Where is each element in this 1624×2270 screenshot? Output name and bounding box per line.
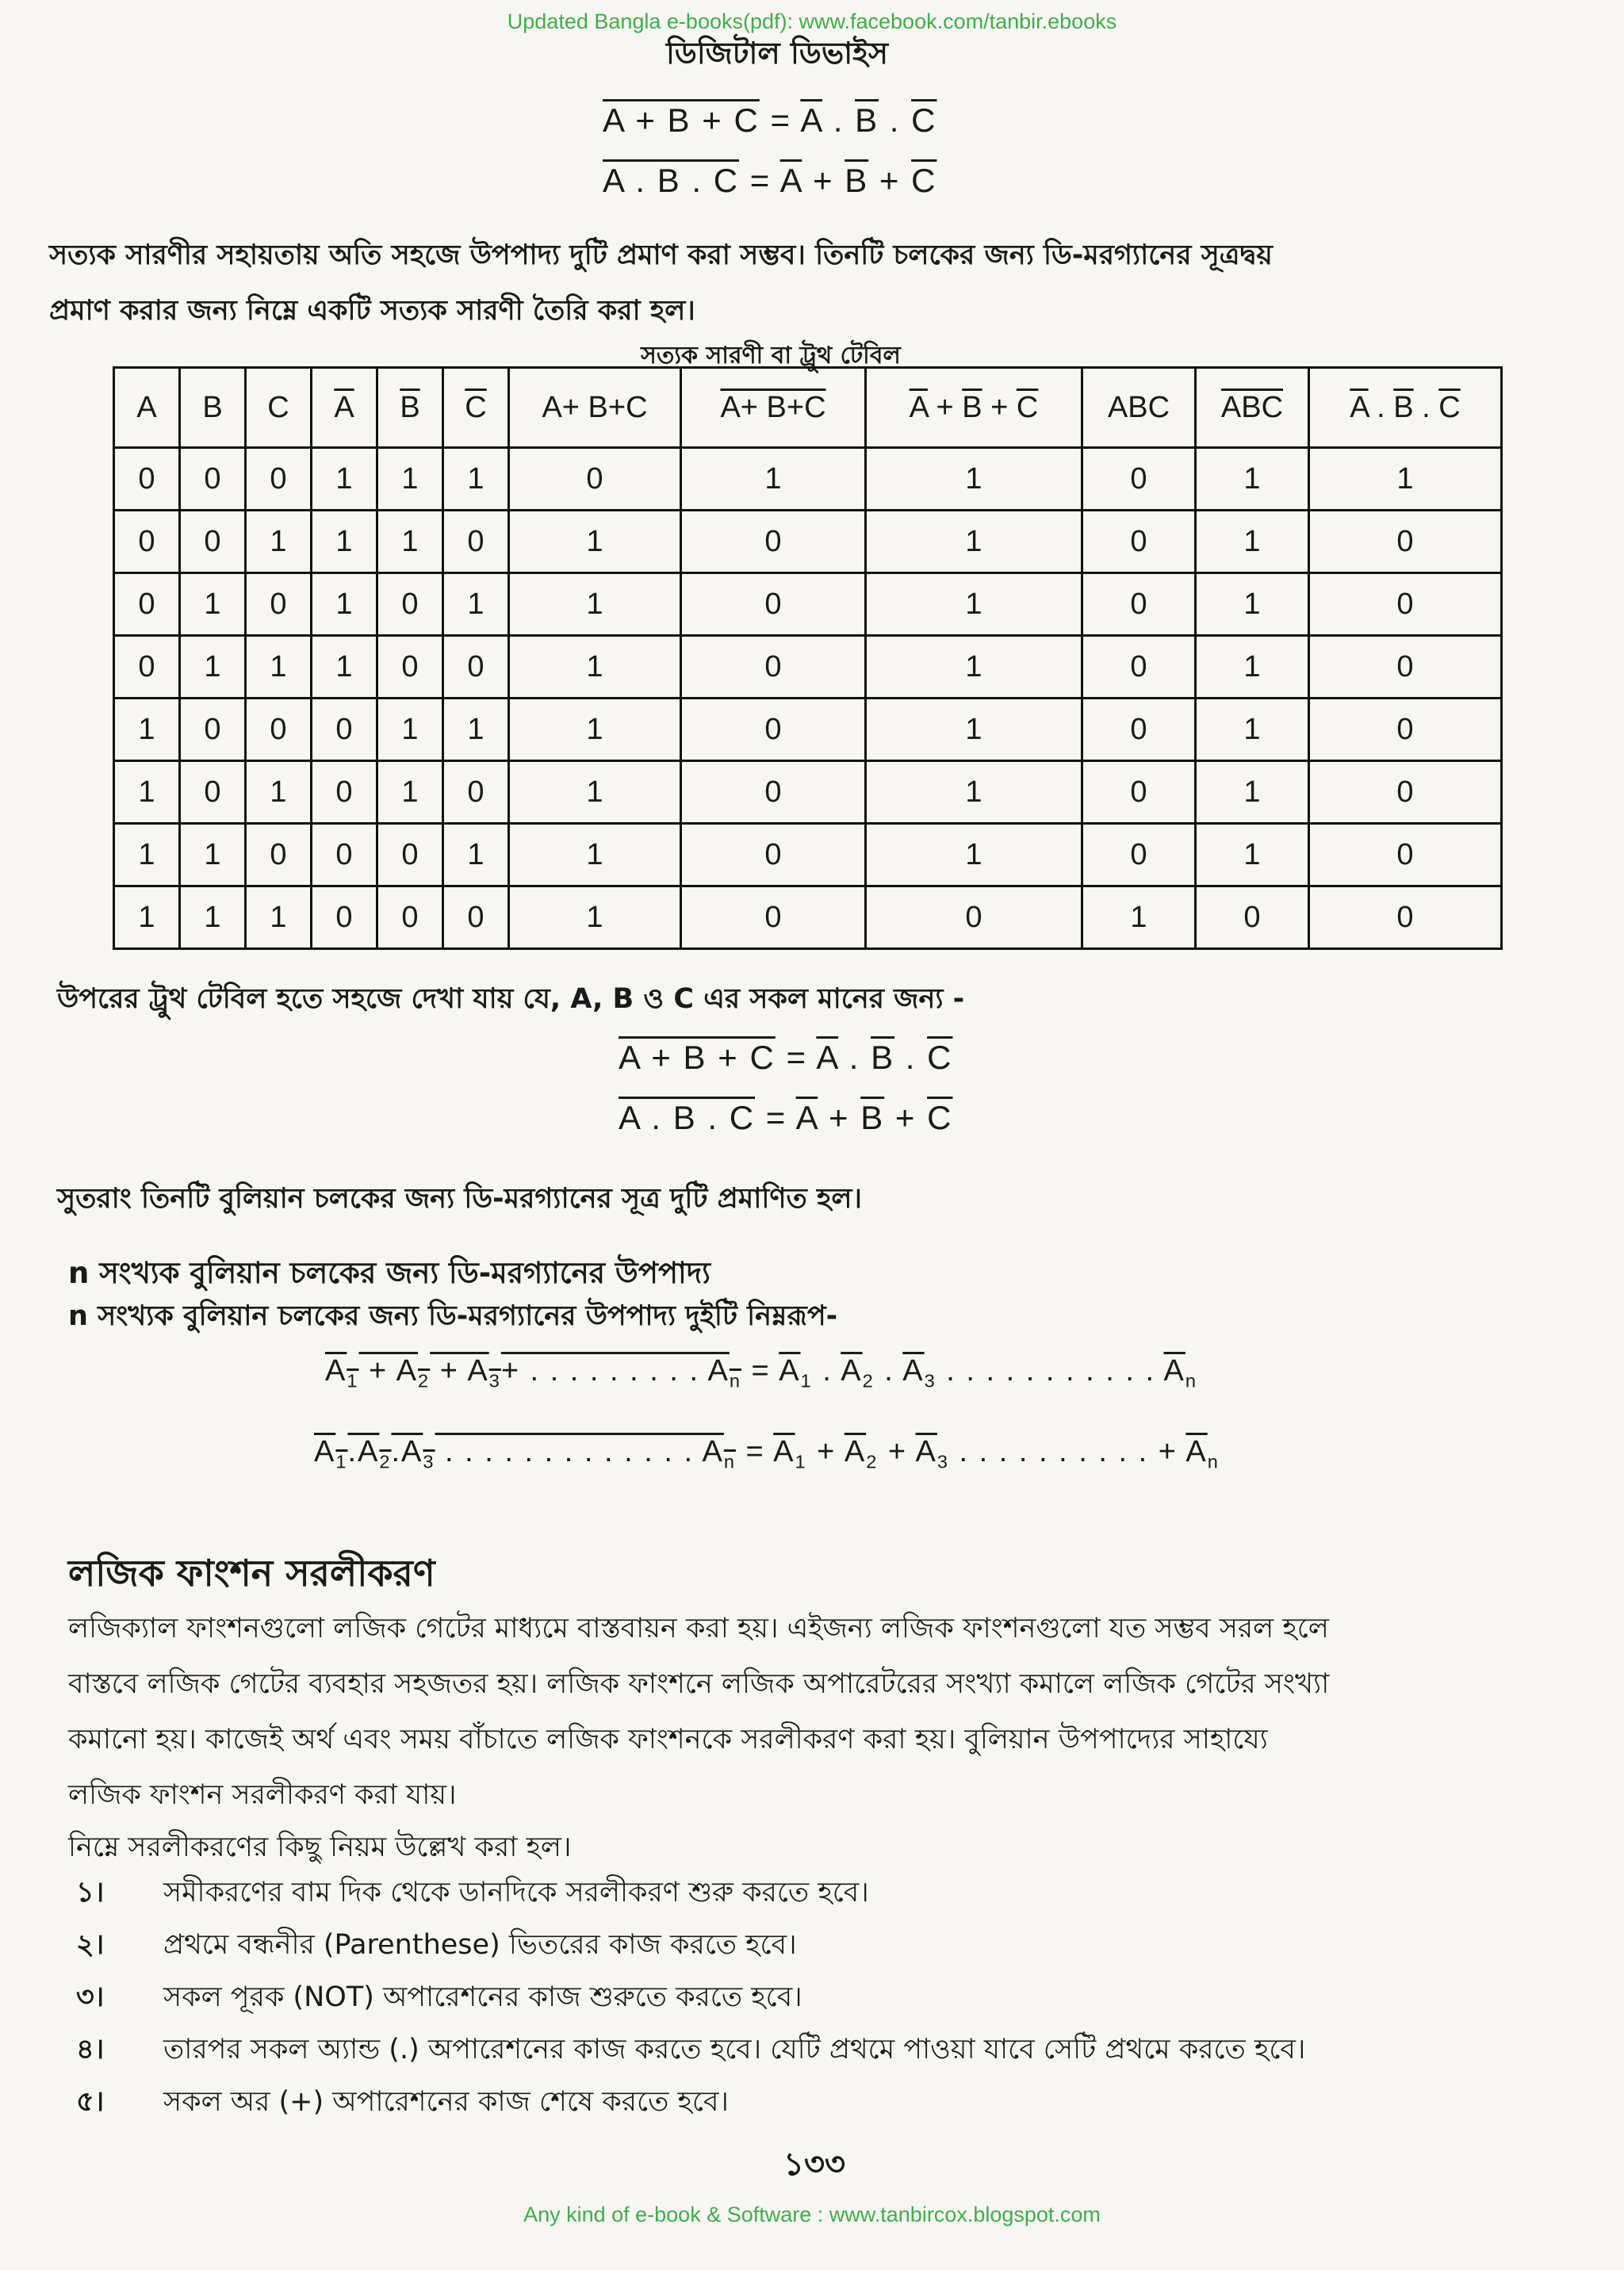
table-cell: 1 [509, 699, 681, 761]
table-cell: 0 [180, 448, 246, 511]
table-cell: 1 [246, 886, 312, 949]
table-cell: 0 [1309, 511, 1502, 573]
rule-item [76, 2030, 1305, 2069]
bottom-watermark: Any kind of e-book & Software : www.tanbircox.blogspot.com [523, 2203, 1101, 2226]
table-cell: 0 [443, 761, 509, 824]
table-cell: 0 [1082, 761, 1196, 824]
rule-text: সকল পূরক (NOT) অপারেশনের কাজ শুরুতে করতে হবে। [163, 1981, 802, 2013]
table-cell: 0 [1309, 699, 1502, 761]
table-cell: 1 [377, 511, 443, 573]
table-cell: 0 [180, 761, 246, 824]
table-cell: 0 [1309, 573, 1502, 636]
table-cell: 1 [681, 448, 866, 511]
rule-text: সকল অর (+) অপারেশনের কাজ শেষে করতে হবে। [163, 2086, 729, 2118]
table-header-cell: $\overline{ABC}$ [1196, 368, 1309, 448]
table-cell: 0 [246, 824, 312, 886]
table-cell: 1 [866, 448, 1082, 511]
formula-rhs: $\overline{A} + \overline{B} + \overline{C}$ [779, 162, 937, 199]
n-demorgan-formula-1: $A_1 + A_2 + A_3+$ . . . . . . . . . $A_n = \overline{A}_1$ . $\overline{A}_2$ . $\overline{A}_3$ . . . . . . . . . . . $\overline{A}_n$ [325, 1354, 1197, 1391]
table-cell: 0 [866, 886, 1082, 949]
table-cell: 1 [509, 511, 681, 573]
simplification-para-line-3: কমানো হয়। কাজেই অর্থ এবং সময় বাঁচাতে লজিক ফাংশনকে সরলীকরণ করা হয়। বুলিয়ান উপপাদ্যের সাহায্যে [68, 1724, 1268, 1755]
rule-item [76, 2082, 729, 2122]
table-cell: 1 [312, 448, 377, 511]
table-cell: 0 [377, 573, 443, 636]
table-cell: 1 [114, 761, 180, 824]
table-cell: 1 [246, 761, 312, 824]
table-cell: 1 [443, 448, 509, 511]
table-cell: 0 [443, 886, 509, 949]
table-cell: 1 [866, 699, 1082, 761]
formula-rhs: $\overline{A}$ . $\overline{B}$ . $\overline{C}$ [816, 1039, 953, 1076]
table-cell: 1 [1196, 573, 1309, 636]
table-cell: 1 [312, 511, 377, 573]
table-cell: 1 [866, 573, 1082, 636]
table-cell: 0 [443, 636, 509, 699]
table-cell: 0 [246, 573, 312, 636]
n-demorgan-formula-2: $A_1.A_2.A_3$ . . . . . . . . . . . . . $A_n = \overline{A}_1 + \overline{A}_2 + \overline{A}_3$ . . . . . . . . . . + $\overline{A}_n$ [314, 1435, 1220, 1472]
table-cell: 0 [681, 699, 866, 761]
table-header-cell: A [114, 368, 180, 448]
demorgan-formula-4: A . B . $C = \overline{A} + \overline{B} + \overline{C}$ [619, 1099, 953, 1136]
table-header-cell: A+ B+C [509, 368, 681, 448]
table-cell: 1 [866, 636, 1082, 699]
table-row [114, 448, 1502, 511]
simplification-para-line-1: লজিক্যাল ফাংশনগুলো লজিক গেটের মাধ্যমে বাস্তবায়ন করা হয়। এইজন্য লজিক ফাংশনগুলো যত সম্ভব সরল হলে [68, 1613, 1329, 1644]
rule-number: ৫। [76, 2086, 105, 2118]
table-cell: 1 [509, 573, 681, 636]
table-cell: 1 [114, 824, 180, 886]
table-cell: 1 [509, 636, 681, 699]
n-variables-heading: n সংখ্যক বুলিয়ান চলকের জন্য ডি-মরগ্যানের উপপাদ্য [68, 1256, 710, 1290]
table-cell: 0 [377, 636, 443, 699]
running-title: ডিজিটাল ডিভাইস [666, 36, 889, 71]
table-row [114, 699, 1502, 761]
table-cell: 0 [681, 636, 866, 699]
n-variables-intro: n সংখ্যক বুলিয়ান চলকের জন্য ডি-মরগ্যানের উপপাদ্য দুইটি নিম্নরূপ- [68, 1300, 838, 1332]
table-cell: 0 [1082, 573, 1196, 636]
table-cell: 0 [180, 511, 246, 573]
rule-number: ৩। [76, 1981, 105, 2013]
table-header-cell: ABC [1082, 368, 1196, 448]
table-cell: 1 [246, 636, 312, 699]
rule-item [76, 1873, 869, 1912]
table-cell: 1 [180, 636, 246, 699]
table-cell: 1 [377, 699, 443, 761]
table-cell: 1 [312, 573, 377, 636]
table-cell: 0 [312, 886, 377, 949]
after-table-line: উপরের ট্রুথ টেবিল হতে সহজে দেখা যায় যে, A, B ও C এর সকল মানের জন্য - [57, 983, 965, 1015]
table-cell: 0 [114, 448, 180, 511]
table-cell: 0 [377, 886, 443, 949]
rule-number: ২। [76, 1929, 105, 1961]
table-row [114, 886, 1502, 949]
table-cell: 1 [180, 824, 246, 886]
table-header-cell: $\overline{A} + \overline{B} + \overline{C}$ [866, 368, 1082, 448]
simplification-para-line-2: বাস্তবে লজিক গেটের ব্যবহার সহজতর হয়। লজিক ফাংশনে লজিক অপারেটরের সংখ্যা কমালে লজিক গেটের সংখ্যা [68, 1668, 1330, 1700]
table-cell: 0 [1309, 761, 1502, 824]
table-cell: 0 [1082, 511, 1196, 573]
table-cell: 1 [1196, 448, 1309, 511]
top-watermark: Updated Bangla e-books(pdf): www.facebook.com/tanbir.ebooks [507, 10, 1117, 33]
table-cell: 0 [114, 573, 180, 636]
table-cell: 0 [312, 824, 377, 886]
table-caption: সত্যক সারণী বা ট্রুথ টেবিল [641, 342, 901, 369]
table-cell: 1 [1196, 636, 1309, 699]
table-cell: 1 [443, 824, 509, 886]
table-cell: 0 [1196, 886, 1309, 949]
rule-item [76, 1977, 802, 2017]
table-cell: 0 [180, 699, 246, 761]
demorgan-formula-2: A . B . $C = \overline{A} + \overline{B} + \overline{C}$ [603, 162, 937, 199]
conclusion-line: সুতরাং তিনটি বুলিয়ান চলকের জন্য ডি-মরগ্যানের সূত্র দুটি প্রমাণিত হল। [57, 1183, 862, 1215]
table-cell: 1 [1196, 761, 1309, 824]
table-header-cell: $\overline{C}$ [443, 368, 509, 448]
table-row [114, 573, 1502, 636]
table-cell: 1 [1196, 699, 1309, 761]
table-cell: 1 [1196, 824, 1309, 886]
table-cell: 1 [114, 699, 180, 761]
rule-number: ৪। [76, 2034, 105, 2065]
table-cell: 0 [1309, 636, 1502, 699]
table-cell: 1 [509, 886, 681, 949]
rule-number: ১। [76, 1877, 105, 1908]
formula-rhs: $\overline{A}$ . $\overline{B}$ . $\overline{C}$ [800, 101, 937, 139]
table-cell: 0 [1082, 824, 1196, 886]
table-cell: 0 [681, 824, 866, 886]
table-cell: 1 [443, 699, 509, 761]
table-header-cell: C [246, 368, 312, 448]
table-cell: 0 [509, 448, 681, 511]
table-cell: 1 [866, 511, 1082, 573]
formula-lhs: A + B + C [619, 1039, 776, 1076]
table-cell: 0 [312, 699, 377, 761]
table-header-row [114, 368, 1502, 448]
table-cell: 1 [180, 573, 246, 636]
table-cell: 1 [509, 761, 681, 824]
simplification-heading: লজিক ফাংশন সরলীকরণ [68, 1552, 435, 1594]
table-cell: 1 [443, 573, 509, 636]
table-cell: 0 [312, 761, 377, 824]
table-header-cell: $\overline{B}$ [377, 368, 443, 448]
table-cell: 1 [509, 824, 681, 886]
table-cell: 1 [377, 761, 443, 824]
table-cell: 1 [1309, 448, 1502, 511]
table-cell: 1 [1082, 886, 1196, 949]
table-cell: 0 [1082, 636, 1196, 699]
table-header-cell: $\overline{A}$ . $\overline{B}$ . $\overline{C}$ [1309, 368, 1502, 448]
table-cell: 0 [246, 448, 312, 511]
table-cell: 1 [180, 886, 246, 949]
table-cell: 0 [681, 761, 866, 824]
demorgan-formula-1: $A + B + C = \overline{A}$ . $\overline{B}$ . $\overline{C}$ [603, 101, 937, 139]
table-cell: 0 [114, 636, 180, 699]
formula-lhs: A . B . C [603, 162, 740, 199]
table-cell: 0 [1309, 886, 1502, 949]
simplification-para-line-4: লজিক ফাংশন সরলীকরণ করা যায়। [68, 1779, 457, 1811]
table-cell: 0 [681, 886, 866, 949]
table-row [114, 824, 1502, 886]
intro-line-2: প্রমাণ করার জন্য নিম্নে একটি সত্যক সারণী তৈরি করা হল। [49, 295, 695, 327]
formula-lhs: A . B . C [619, 1099, 756, 1136]
table-cell: 1 [866, 761, 1082, 824]
table-cell: 0 [681, 573, 866, 636]
truth-table [113, 366, 1503, 950]
table-row [114, 511, 1502, 573]
table-cell: 0 [1082, 448, 1196, 511]
table-row [114, 761, 1502, 824]
table-cell: 0 [681, 511, 866, 573]
formula-rhs: $\overline{A} + \overline{B} + \overline{C}$ [795, 1099, 953, 1136]
table-cell: 0 [1082, 699, 1196, 761]
table-cell: 0 [443, 511, 509, 573]
rule-item [76, 1925, 797, 1965]
table-cell: 0 [114, 511, 180, 573]
table-cell: 0 [377, 824, 443, 886]
table-row [114, 636, 1502, 699]
rules-intro: নিম্নে সরলীকরণের কিছু নিয়ম উল্লেখ করা হল। [68, 1832, 572, 1863]
page-number: ১৩৩ [783, 2146, 845, 2183]
table-header-cell: A+ B+C [681, 368, 866, 448]
table-header-cell: B [180, 368, 246, 448]
table-cell: 1 [866, 824, 1082, 886]
demorgan-formula-3: $A + B + C = \overline{A}$ . $\overline{B}$ . $\overline{C}$ [619, 1039, 953, 1076]
table-cell: 1 [377, 448, 443, 511]
intro-line-1: সত্যক সারণীর সহায়তায় অতি সহজে উপপাদ্য দুটি প্রমাণ করা সম্ভব। তিনটি চলকের জন্য ডি-মরগ্যানের সূত্রদ্বয় [49, 239, 1273, 271]
formula-lhs: A + B + C [603, 101, 760, 139]
table-header-cell: $\overline{A}$ [312, 368, 377, 448]
table-cell: 1 [1196, 511, 1309, 573]
rule-text: সমীকরণের বাম দিক থেকে ডানদিকে সরলীকরণ শুরু করতে হবে। [163, 1877, 869, 1908]
table-cell: 0 [246, 699, 312, 761]
table-cell: 1 [246, 511, 312, 573]
rule-text: তারপর সকল অ্যান্ড (.) অপারেশনের কাজ করতে হবে। যেটি প্রথমে পাওয়া যাবে সেটি প্রথমে করতে হবে। [163, 2034, 1306, 2065]
rule-text: প্রথমে বন্ধনীর (Parenthese) ভিতরের কাজ করতে হবে। [163, 1929, 797, 1961]
table-cell: 1 [114, 886, 180, 949]
table-cell: 1 [312, 636, 377, 699]
table-cell: 0 [1309, 824, 1502, 886]
